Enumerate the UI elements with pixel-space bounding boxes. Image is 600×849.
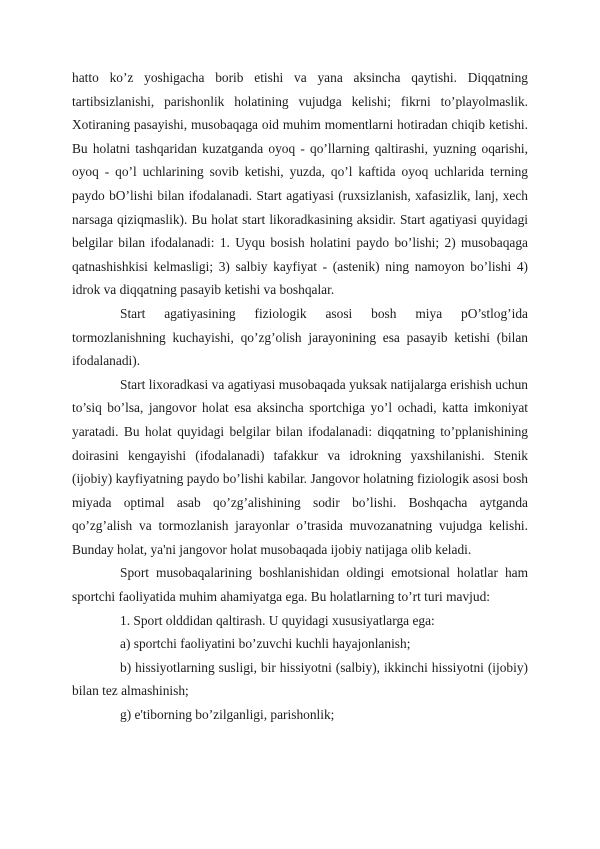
list-item-b: b) hissiyotlarning susligi, bir hissiyotni (salbiy), ikkinchi hissiyotni (ijobiy) bilan tez almashinish; — [72, 659, 528, 699]
list-item-a: a) sportchi faoliyatini bo’zuvchi kuchli hayajonlanish; — [120, 636, 411, 652]
paragraph-start-fever-symptoms: hatto ko’z yoshigacha borib etishi va yana aksincha qaytishi. Diqqatning tartibsizlanishi, parishonlik holatining vujudga kelishi; fikrni to’playolmaslik. Xotiraning pasayishi, musobaqaga oid muhim momentlarni hotiradan chiqib ketishi. Bu holatni tashqaridan kuzatganda oyoq - qo’llarning qaltirashi, yuzning oqarishi, oyoq - qo’l uchlarining sovib ketishi, yuzda, qo’l kaftida oyoq uchlarida terning paydo bO’lishi bilan ifodalanadi. Start agatiyasi (ruxsizlanish, xafasizlik, lanj, xech narsaga qiziqmaslik). Bu holat start likoradkasining aksidir. Start agatiyasi quyidagi belgilar bilan ifodalanadi: 1. Uyqu bosish holatini paydo bo’lishi; 2) musobaqaga qatnashishkisi kelmasligi; 3) salbiy kayfiyat - (astenik) ning namoyon bo’lishi 4) idrok va diqqatning pasayib ketishi va boshqalar. — [72, 70, 528, 298]
list-item-1-pre-start-trembling: 1. Sport olddidan qaltirash. U quyidagi xususiyatlarga ega: — [120, 612, 435, 628]
document-page — [72, 66, 528, 727]
list-item-g: g) e'tiborning bo’zilganligi, parishonlik; — [120, 707, 335, 723]
paragraph-pre-competition-states: Sport musobaqalarining boshlanishidan oldingi emotsional holatlar ham sportchi faoliyatida muhim ahamiyatga ega. Bu holatlarning to’rt turi mavjud: — [72, 565, 528, 605]
paragraph-agatia-physiology: Start agatiyasining fiziologik asosi bosh miya pO’stlog’ida tormozlanishning kuchayishi, qo’zg’olish jarayonining esa pasayib ketishi (bilan ifodalanadi). — [72, 305, 528, 369]
paragraph-combat-readiness: Start lixoradkasi va agatiyasi musobaqada yuksak natijalarga erishish uchun to’siq bo’lsa, jangovor holat esa aksincha sportchiga yo’l ochadi, katta imkoniyat yaratadi. Bu holat quyidagi belgilar bilan ifodalanadi: diqqatning to’pplanishining doirasini kengayishi (ifodalanadi) tafakkur va idrokning yaxshilanishi. Stenik (ijobiy) kayfiyatning paydo bo’lishi kabilar. Jangovor holatning fiziologik asosi bosh miyada optimal asab qo’zg’alishining sodir bo’lishi. Boshqacha aytganda qo’zg’alish va tormozlanish jarayonlar o’trasida muvozanatning vujudga kelishi. Bunday holat, ya'ni jangovor holat musobaqada ijobiy natijaga olib keladi. — [72, 376, 528, 557]
